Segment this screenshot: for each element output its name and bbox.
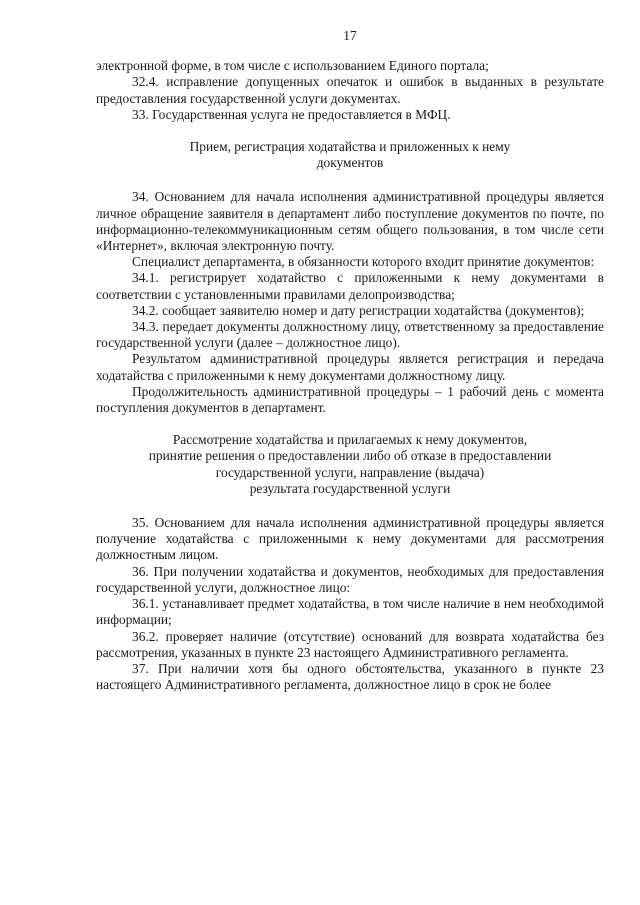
paragraph-duration: Продолжительность административной процедуры – 1 рабочий день с момента поступления документов в департамент. <box>96 383 604 416</box>
paragraph-33: 33. Государственная услуга не предоставляется в МФЦ. <box>132 106 451 122</box>
heading-line: государственной услуги, направление (выдача) <box>215 464 485 480</box>
heading-line: принятие решения о предоставлении либо об отказе в предоставлении <box>148 448 552 464</box>
paragraph-35: 35. Основанием для начала исполнения административной процедуры является получение ходатайства с приложенными к нему документами для рассмотрения должностным лицом. <box>96 515 604 563</box>
paragraph-36-1: 36.1. устанавливает предмет ходатайства, в том числе наличие в нем необходимой информации; <box>96 596 604 628</box>
heading-line: Рассмотрение ходатайства и прилагаемых к нему документов, <box>172 432 528 448</box>
paragraph-result: Результатом административной процедуры является регистрация и передача ходатайства с приложенными к нему документами должностному лицу. <box>96 351 604 383</box>
section-heading-review <box>96 432 604 497</box>
heading-line: документов <box>316 155 384 171</box>
paragraph-37: 37. При наличии хотя бы одного обстоятельства, указанного в пункте 23 настоящего Административного регламента, должностное лицо в срок не более <box>96 660 604 693</box>
paragraph-specialist: Специалист департамента, в обязанности которого входит принятие документов: <box>132 254 595 270</box>
paragraph-36: 36. При получении ходатайства и документов, необходимых для предоставления государственной услуги, должностное лицо: <box>96 563 604 595</box>
paragraph-34: 34. Основанием для начала исполнения административной процедуры является личное обращение заявителя в департамент либо поступление документов по почте, по информационно-телекоммуникационным сетям общего пользования, в том числе сети «Интернет», включая электронную почту. <box>96 189 604 254</box>
paragraph-32-4: 32.4. исправление допущенных опечаток и ошибок в выданных в результате предоставления государственной услуги документах. <box>96 74 604 106</box>
section-heading-reception <box>96 139 604 171</box>
page-number: 17 <box>343 28 357 43</box>
paragraph-continuation: электронной форме, в том числе с использованием Единого портала; <box>96 58 489 74</box>
paragraph-34-1: 34.1. регистрирует ходатайство с приложенными к нему документами в соответствии с установленными правилами делопроизводства; <box>96 270 604 302</box>
paragraph-34-2: 34.2. сообщает заявителю номер и дату регистрации ходатайства (документов); <box>132 302 585 318</box>
document-page <box>96 28 604 693</box>
paragraph-36-2: 36.2. проверяет наличие (отсутствие) оснований для возврата ходатайства без рассмотрения, указанных в пункте 23 настоящего Административного регламента. <box>96 628 604 660</box>
heading-line: результата государственной услуги <box>249 480 451 496</box>
paragraph-34-3: 34.3. передает документы должностному лицу, ответственному за предоставление государственной услуги (далее – должностное лицо). <box>96 319 604 351</box>
heading-line: Прием, регистрация ходатайства и приложенных к нему <box>189 139 511 155</box>
